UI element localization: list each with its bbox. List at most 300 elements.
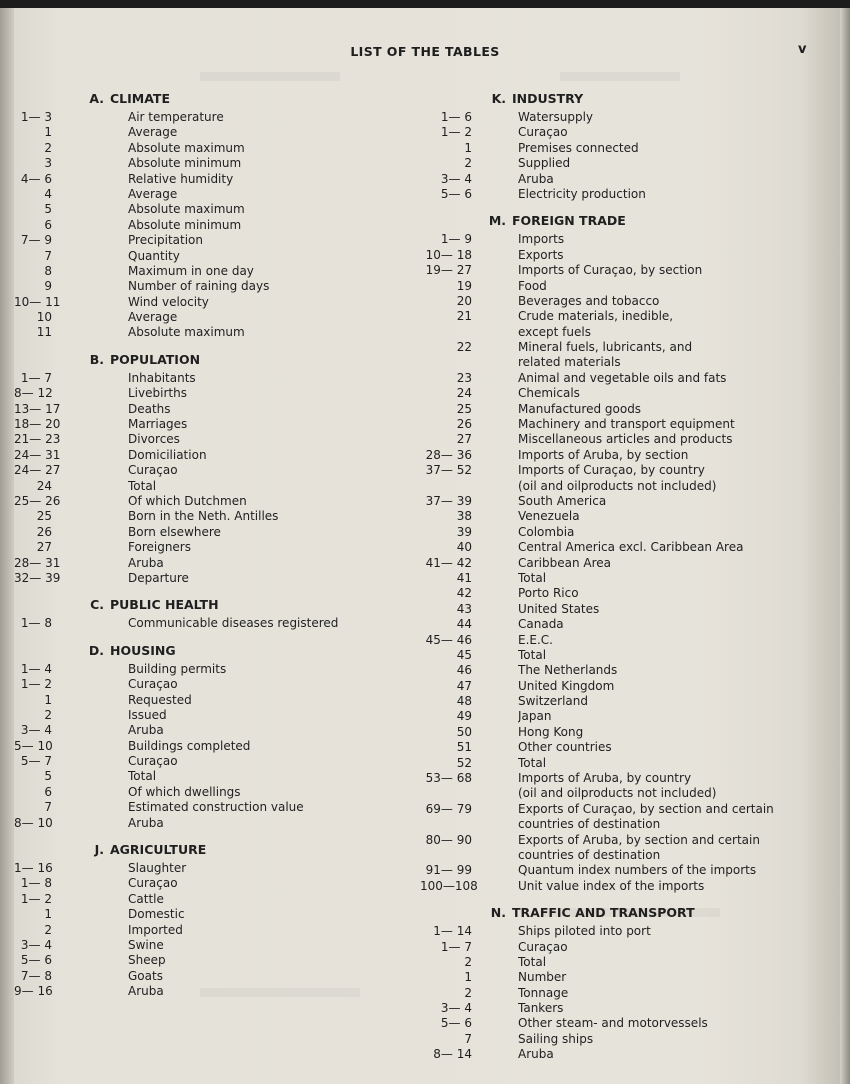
section-heading [14,839,414,861]
table-number: 1— 7 [440,939,472,954]
table-label: Tonnage [518,985,569,1000]
table-number: 25 [456,401,472,416]
table-entry [420,556,840,571]
table-label: Imports of Curaçao, by section [518,263,703,278]
table-entry [420,817,840,832]
table-label: Livebirths [128,386,187,401]
table-entry [14,233,414,248]
table-label: Goats [128,968,163,983]
table-number: 1— 2 [20,891,52,906]
binding-shadow-left [0,8,14,1084]
table-number: 1— 9 [440,232,472,247]
table-entry [14,785,414,800]
table-number: 3— 4 [20,937,52,952]
table-number: 24— 27 [14,463,61,478]
section-name: INDUSTRY [512,91,584,106]
table-number: 1 [464,970,472,985]
table-number: 26 [456,417,472,432]
table-label: Exports of Curaçao, by section and certain [518,801,774,816]
table-label: Curaçao [128,463,178,478]
table-entry [14,769,414,784]
table-number: 41 [456,570,472,585]
table-label: Inhabitants [128,370,196,385]
table-label: Total [518,954,547,969]
section-heading [420,88,840,110]
table-label: Premises connected [518,140,639,155]
table-entry [14,264,414,279]
section-heading [420,210,840,232]
table-label: Exports [518,247,564,262]
table-label: Buildings completed [128,738,251,753]
table-entry [14,371,414,386]
table-entry [420,325,840,340]
table-entry [420,848,840,863]
table-entry [14,984,414,999]
table-number: 2 [464,985,472,1000]
left-column [14,88,414,1000]
table-entry [14,249,414,264]
table-entry [14,448,414,463]
table-entry [420,571,840,586]
table-label: Miscellaneous articles and products [518,432,733,447]
section-letter: K. [491,91,506,106]
table-label: Porto Rico [518,586,579,601]
table-label: Venezuela [518,509,580,524]
table-label: countries of destination [518,817,661,832]
table-label: United States [518,601,600,616]
table-number: 2 [44,922,52,937]
table-number: 1— 14 [433,924,472,939]
table-label: Aruba [128,984,164,999]
table-label: Absolute maximum [128,325,245,340]
table-number: 26 [36,524,52,539]
table-entry [14,525,414,540]
table-number [420,355,472,370]
table-entry [420,294,840,309]
table-entry [14,677,414,692]
table-label: Born elsewhere [128,524,221,539]
table-entry [14,310,414,325]
table-entry [14,325,414,340]
table-label: Cattle [128,891,164,906]
table-entry [420,756,840,771]
table-label: Building permits [128,661,227,676]
table-entry [420,402,840,417]
table-number: 1 [464,140,472,155]
table-entry [420,125,840,140]
section-heading [14,594,414,616]
table-number: 46 [456,663,472,678]
table-number: 1— 3 [20,110,52,124]
table-entry [14,800,414,815]
table-number: 5— 6 [20,953,52,968]
section-name: CLIMATE [110,91,170,106]
table-entry [14,125,414,140]
section-letter: D. [88,642,104,658]
table-label: Of which dwellings [128,784,241,799]
table-number: 5— 7 [20,754,52,769]
table-number: 45— 46 [425,632,472,647]
table-label: Slaughter [128,861,187,876]
table-label: Ships piloted into port [518,924,651,939]
table-entry [14,892,414,907]
table-entry [420,509,840,524]
table-entry [420,141,840,156]
table-entry [14,969,414,984]
table-number: 45 [456,647,472,662]
table-number: 1— 2 [440,125,472,140]
table-entry [420,924,840,939]
table-entry [14,202,414,217]
table-label: countries of destination [518,847,661,862]
table-label: Watersupply [518,110,593,124]
table-label: E.E.C. [518,632,553,647]
section-heading [14,640,414,662]
table-entry [420,771,840,786]
table-entry [420,1047,840,1062]
table-label: Precipitation [128,233,204,248]
table-entry [420,248,840,263]
table-number: 25— 26 [14,493,61,508]
table-label: Domiciliation [128,447,207,462]
table-number: 42 [456,586,472,601]
table-number: 1 [44,692,52,707]
table-label: Other countries [518,740,612,755]
section-name: AGRICULTURE [110,842,207,858]
table-number: 2 [44,707,52,722]
table-entry [420,494,840,509]
table-entry [420,879,840,894]
table-entry [14,662,414,677]
table-number: 6 [44,784,52,799]
table-entry [420,540,840,555]
table-label: (oil and oilproducts not included) [518,786,717,801]
table-number: 2 [464,954,472,969]
table-number: 4— 6 [20,171,52,186]
table-entry [14,540,414,555]
table-entry [14,509,414,524]
table-entry [420,156,840,171]
table-entry [420,694,840,709]
table-label: Curaçao [518,939,568,954]
table-number [420,817,472,832]
table-label: Quantum index numbers of the imports [518,863,757,878]
table-number: 11 [36,325,52,340]
table-label: Total [518,755,547,770]
table-label: Central America excl. Caribbean Area [518,540,744,555]
table-number: 1— 16 [14,861,53,876]
table-entry [420,1001,840,1016]
table-number: 44 [456,617,472,632]
table-label: Total [518,647,547,662]
table-entry [420,833,840,848]
table-number: 1— 6 [440,110,472,124]
table-number: 2 [44,140,52,155]
table-entry [420,955,840,970]
table-number [420,325,472,340]
table-number: 5— 6 [440,186,472,201]
section-letter: J. [94,842,104,858]
table-label: Average [128,310,178,325]
table-entry [420,802,840,817]
table-entry [14,708,414,723]
table-number: 80— 90 [425,832,472,847]
table-entry [14,907,414,922]
table-label: Air temperature [128,110,224,124]
table-label: Absolute minimum [128,217,242,232]
table-number: 3— 4 [440,1001,472,1016]
table-label: Japan [518,709,552,724]
table-entry [14,172,414,187]
table-number: 48 [456,694,472,709]
table-number: 7 [44,248,52,263]
table-label: Wind velocity [128,294,209,309]
table-label: Chemicals [518,386,580,401]
table-label: Average [128,125,178,140]
table-label: Communicable diseases registered [128,616,339,631]
table-number: 21 [456,309,472,324]
table-number: 49 [456,709,472,724]
section-name: TRAFFIC AND TRANSPORT [512,905,695,921]
table-entry [420,432,840,447]
table-number: 37— 39 [425,493,472,508]
table-number: 18— 20 [14,417,61,432]
table-number: 1 [44,907,52,922]
table-label: Quantity [128,248,180,263]
table-label: Supplied [518,156,571,171]
table-entry [14,816,414,831]
table-entry [420,663,840,678]
table-number: 69— 79 [425,801,472,816]
table-entry [420,172,840,187]
table-entry [420,863,840,878]
table-label: Electricity production [518,186,646,201]
table-label: Sailing ships [518,1031,594,1046]
table-label: Curaçao [128,876,178,891]
table-entry [420,110,840,125]
table-number: 23 [456,370,472,385]
table-number: 53— 68 [425,771,472,786]
table-entry [14,723,414,738]
table-number: 22 [456,340,472,355]
table-number: 91— 99 [425,863,472,878]
table-entry [420,648,840,663]
table-entry [420,386,840,401]
section-name: FOREIGN TRADE [512,213,626,229]
table-number: 8— 10 [14,815,53,830]
table-number: 6 [44,217,52,232]
table-label: Aruba [128,723,164,738]
table-label: Curaçao [518,125,568,140]
table-label: Unit value index of the imports [518,878,705,893]
table-entry [14,463,414,478]
table-number: 10 [36,310,52,325]
table-number: 32— 39 [14,570,61,585]
table-entry [420,970,840,985]
table-label: Colombia [518,524,575,539]
table-entry [420,633,840,648]
table-number: 3— 4 [440,171,472,186]
table-number: 7 [464,1031,472,1046]
section-heading [420,902,840,924]
table-entry [420,187,840,202]
table-label: Domestic [128,907,185,922]
table-label: Deaths [128,401,171,416]
table-label: Other steam- and motorvessels [518,1016,708,1031]
table-entry [14,556,414,571]
table-number: 5— 10 [14,738,53,753]
table-entry [14,402,414,417]
table-number: 25 [36,509,52,524]
table-entry [420,232,840,247]
table-entry [14,295,414,310]
table-number: 47 [456,678,472,693]
table-entry [420,525,840,540]
table-label: Food [518,278,547,293]
table-number: 28— 36 [425,447,472,462]
table-entry [14,693,414,708]
table-number: 9— 16 [14,984,53,999]
table-label: Aruba [518,171,554,186]
table-entry [420,740,840,755]
table-number: 1— 2 [20,677,52,692]
table-entry [14,739,414,754]
table-number: 41— 42 [425,555,472,570]
table-number: 8 [44,263,52,278]
table-label: Canada [518,617,564,632]
table-entry [420,371,840,386]
table-entry [420,448,840,463]
table-label: Animal and vegetable oils and fats [518,370,727,385]
table-number: 2 [464,156,472,171]
table-entry [14,479,414,494]
table-entry [420,602,840,617]
table-number: 51 [456,740,472,755]
table-number: 13— 17 [14,401,61,416]
table-entry [420,263,840,278]
table-label: South America [518,493,607,508]
table-number: 38 [456,509,472,524]
table-label: Of which Dutchmen [128,493,247,508]
table-label: The Netherlands [518,663,618,678]
right-column [420,88,840,1063]
table-number: 8— 14 [433,1047,472,1062]
table-label: except fuels [518,324,591,339]
table-label: Machinery and transport equipment [518,417,735,432]
table-label: Departure [128,570,189,585]
section-letter: M. [488,213,506,229]
table-label: Absolute minimum [128,156,242,171]
table-label: Number of raining days [128,279,270,294]
table-number: 7— 8 [20,968,52,983]
table-number: 50 [456,724,472,739]
table-entry [14,110,414,125]
table-label: Tankers [518,1001,564,1016]
table-label: Total [128,478,157,493]
table-number: 10— 11 [14,294,61,309]
table-number: 24 [36,478,52,493]
table-number: 1— 8 [20,616,52,631]
table-label: related materials [518,355,621,370]
section-letter: B. [89,351,104,367]
table-number: 1— 7 [20,370,52,385]
table-number [420,848,472,863]
table-label: Foreigners [128,540,191,555]
table-number: 19 [456,278,472,293]
table-entry [14,279,414,294]
table-number: 1— 8 [20,876,52,891]
table-entry [420,725,840,740]
section-letter: C. [90,597,104,613]
table-entry [14,923,414,938]
table-number: 19— 27 [425,263,472,278]
table-entry [420,617,840,632]
table-label: Switzerland [518,694,588,709]
table-number: 43 [456,601,472,616]
table-number: 1— 4 [20,661,52,676]
table-label: Total [128,769,157,784]
table-number: 5 [44,769,52,784]
table-entry [420,355,840,370]
table-number: 9 [44,279,52,294]
table-entry [420,479,840,494]
table-label: Absolute maximum [128,140,245,155]
table-number: 40 [456,540,472,555]
table-entry [14,141,414,156]
table-number: 7 [44,800,52,815]
table-label: Sheep [128,953,166,968]
table-number: 5 [44,202,52,217]
table-entry [14,571,414,586]
table-entry [420,309,840,324]
table-entry [420,940,840,955]
table-number: 4 [44,186,52,201]
table-label: Imports [518,232,565,247]
table-number: 24— 31 [14,447,61,462]
table-number: 20 [456,293,472,308]
table-label: United Kingdom [518,678,615,693]
table-entry [420,709,840,724]
section-heading [14,88,414,110]
table-label: (oil and oilproducts not included) [518,478,717,493]
table-label: Issued [128,707,167,722]
table-label: Absolute maximum [128,202,245,217]
section-letter: N. [490,905,506,921]
section-heading [14,349,414,371]
table-number: 7— 9 [20,233,52,248]
table-number: 10— 18 [425,247,472,262]
section-letter: A. [89,91,104,106]
table-label: Imported [128,922,183,937]
page-number: v [798,42,807,57]
table-entry [14,187,414,202]
table-label: Marriages [128,417,188,432]
table-number: 1 [44,125,52,140]
table-label: Crude materials, inedible, [518,309,674,324]
table-entry [420,279,840,294]
table-label: Imports of Aruba, by country [518,771,692,786]
table-entry [14,156,414,171]
table-label: Imports of Aruba, by section [518,447,689,462]
table-entry [14,386,414,401]
binding-shadow-right [840,8,850,1084]
table-entry [14,861,414,876]
table-number: 5— 6 [440,1016,472,1031]
table-number: 21— 23 [14,432,61,447]
table-label: Number [518,970,567,985]
table-entry [14,938,414,953]
table-number: 27 [36,540,52,555]
